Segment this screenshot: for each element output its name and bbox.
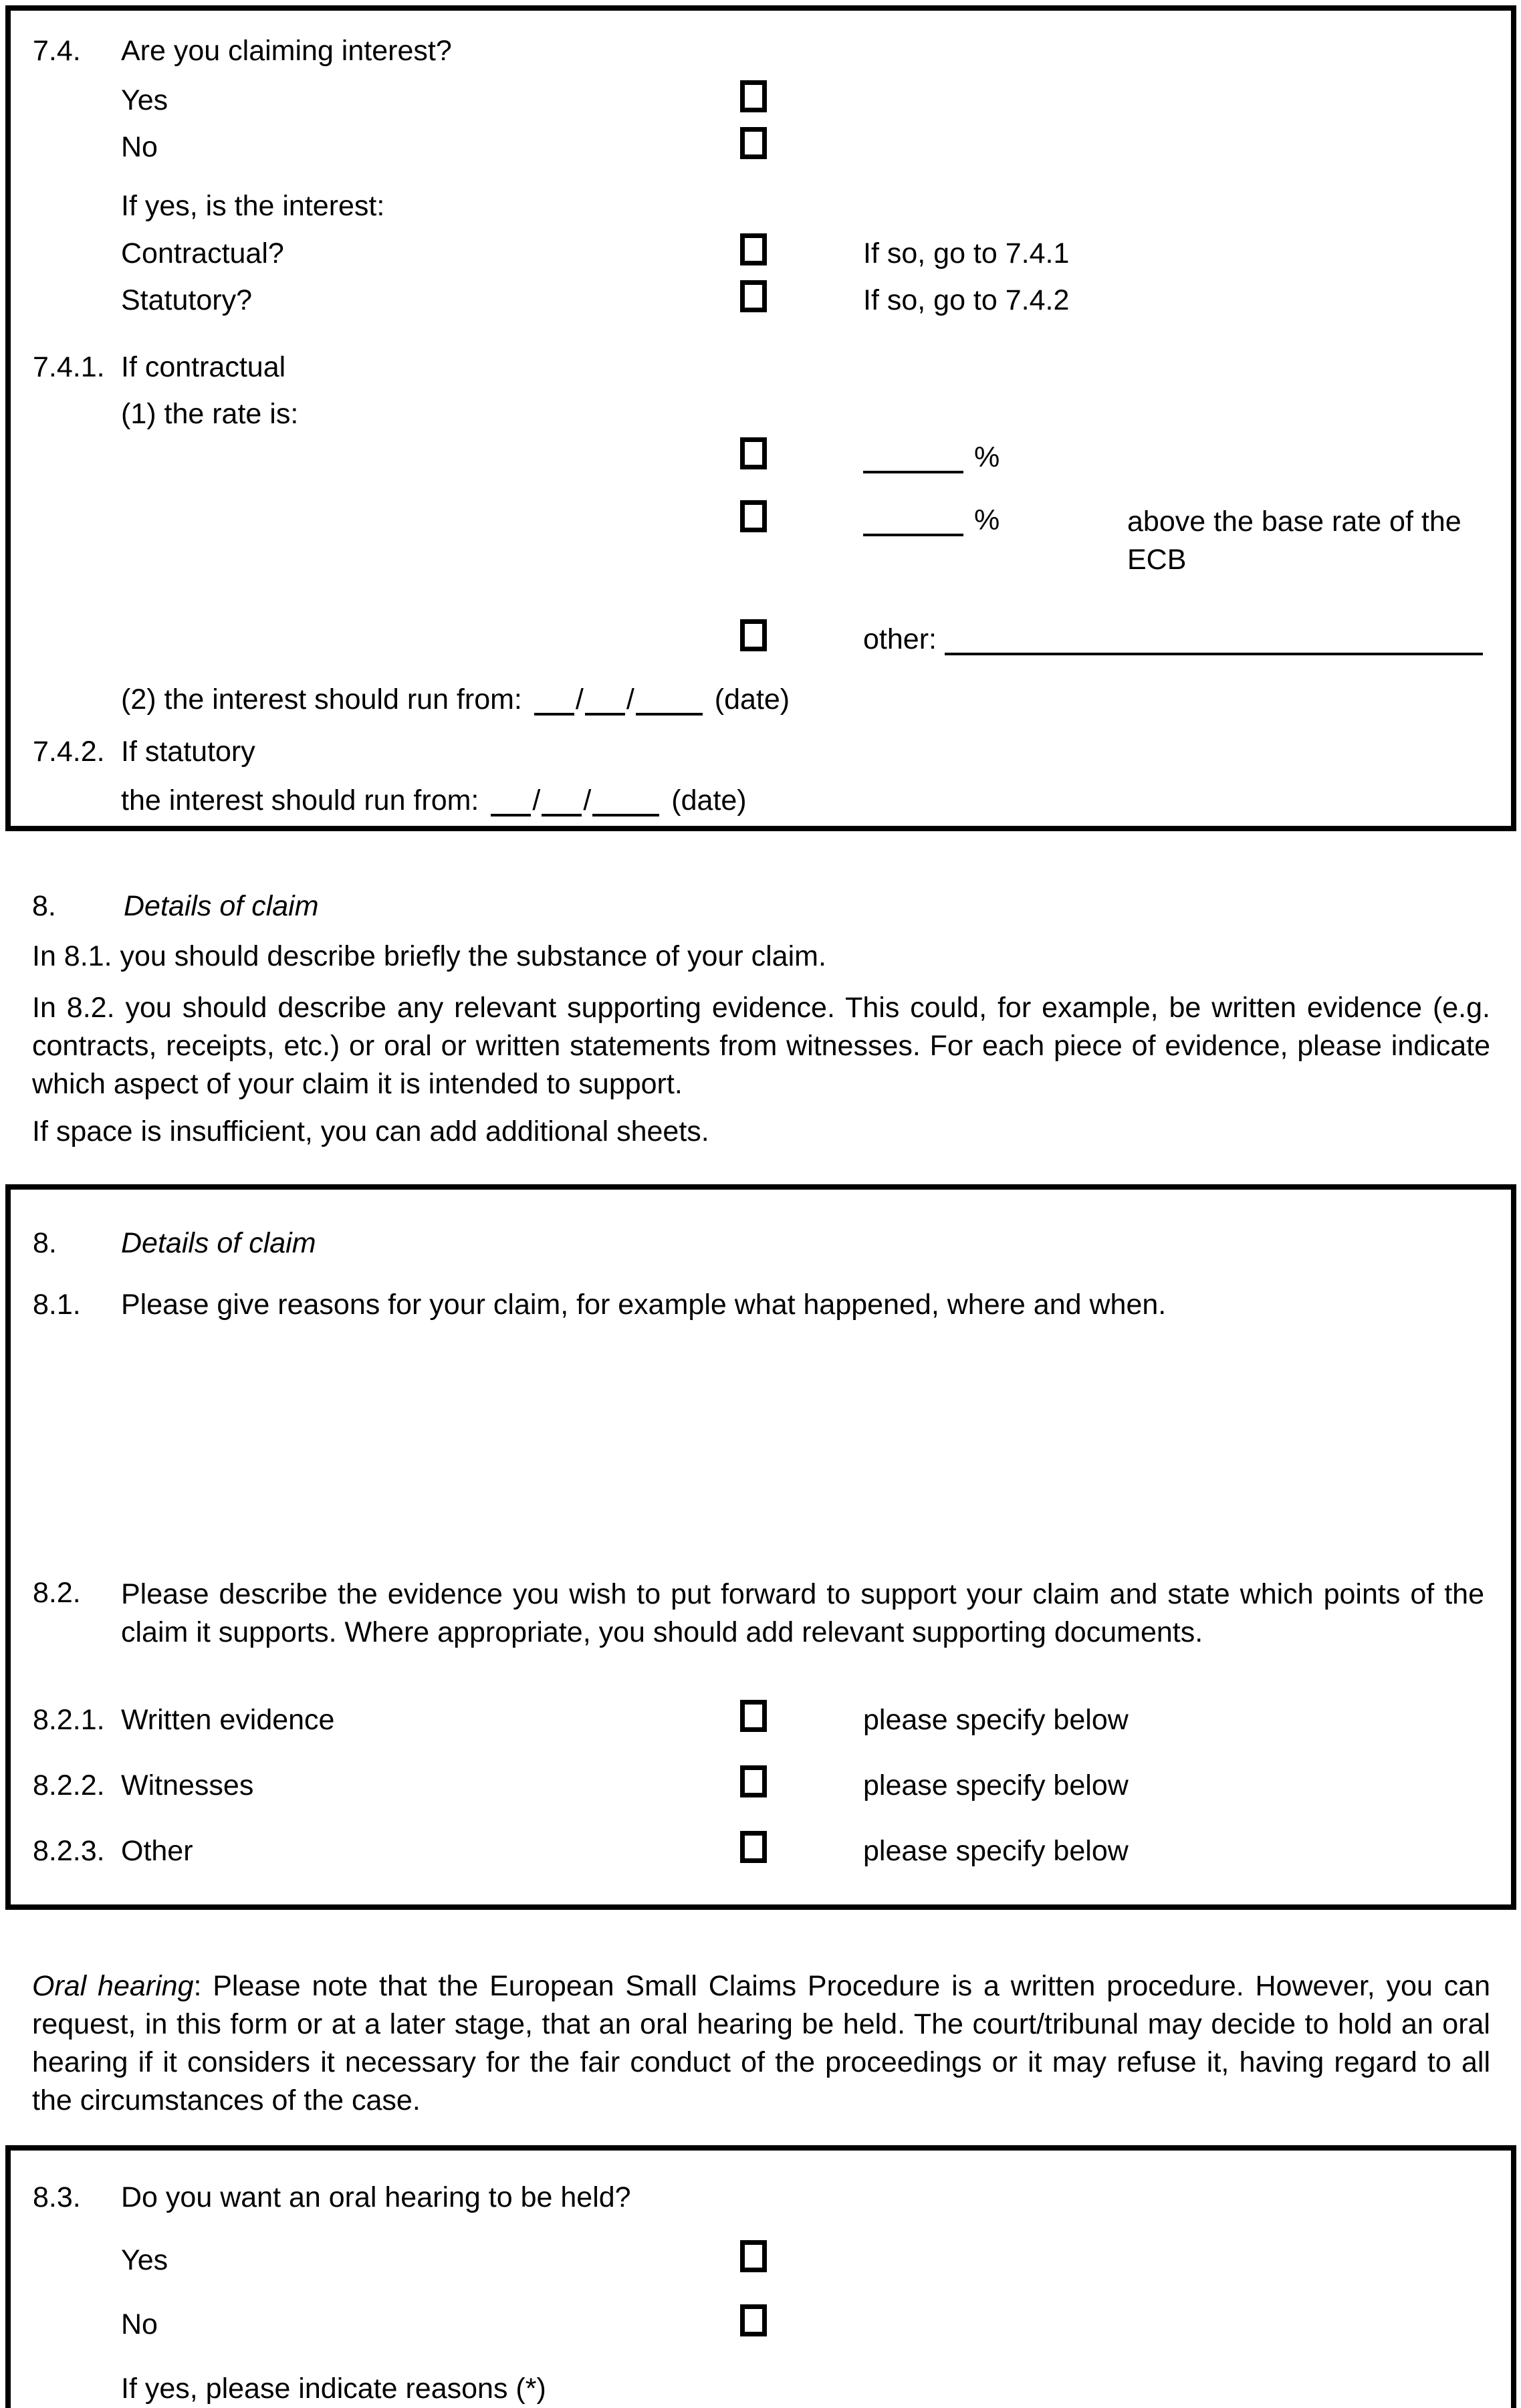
date-separator: / — [583, 784, 592, 816]
other-label: other: — [863, 623, 937, 655]
yes-label: Yes — [121, 84, 168, 117]
if-yes-label: If yes, is the interest: — [121, 190, 385, 223]
row-8-2 — [33, 1575, 1484, 1652]
row-8-2-3 — [33, 1834, 1484, 1875]
date-year-input[interactable] — [636, 713, 703, 716]
oral-hearing-question: Do you want an oral hearing to be held? — [121, 2181, 631, 2213]
item-number-7-4-1: 7.4.1. — [33, 350, 105, 383]
item-number-8-1: 8.1. — [33, 1289, 81, 1321]
witnesses-checkbox[interactable] — [740, 1765, 767, 1797]
checkbox-wrap — [740, 1831, 767, 1871]
checkbox-wrap — [740, 437, 767, 477]
row-interest-no — [33, 130, 1489, 171]
date-separator: / — [532, 784, 541, 816]
checkbox-wrap — [740, 127, 767, 167]
date-separator: / — [626, 683, 634, 716]
checkbox-wrap — [740, 619, 767, 659]
section-7-4-box — [5, 5, 1516, 831]
item-number-7-4: 7.4. — [33, 35, 81, 67]
oral-hearing-no-checkbox[interactable] — [740, 2304, 767, 2336]
section-8-box — [5, 1184, 1516, 1910]
statutory-checkbox[interactable] — [740, 280, 767, 312]
row-details-heading — [32, 889, 1490, 923]
date-day-input[interactable] — [534, 713, 574, 716]
written-evidence-checkbox[interactable] — [740, 1700, 767, 1732]
row-contractual-run-from — [33, 682, 1489, 717]
item-number-8-2: 8.2. — [33, 1576, 81, 1609]
row-if-yes — [33, 189, 1489, 223]
rate-other-field — [863, 622, 1483, 657]
row-contractual — [33, 236, 1489, 278]
checkbox-wrap — [740, 233, 767, 273]
oral-hearing-text: : Please note that the European Small Claims Procedure is a written procedure. However, you can request, in this form or at a later stage, that an oral hearing be held. The court/tribunal may decide to hold an oral hearing if it considers it necessary for the fair conduct of the proceedings or it may refuse it, having regard to all the circumstances of the case. — [32, 1969, 1490, 2116]
rate-above-base-checkbox[interactable] — [740, 500, 767, 532]
oral-hearing-yes-checkbox[interactable] — [740, 2240, 767, 2272]
item-number-8-2-2: 8.2.2. — [33, 1769, 105, 1801]
percent-sign: % — [974, 504, 1000, 536]
other-evidence-label: Other — [121, 1834, 193, 1867]
row-7-4 — [33, 33, 1489, 68]
run-from-label: the interest should run from: — [121, 784, 479, 816]
percent-sign: % — [974, 441, 1000, 473]
date-separator: / — [575, 683, 584, 716]
contractual-date-field — [534, 682, 703, 717]
item-number-8: 8. — [32, 890, 56, 923]
intro-paragraph-sheets: If space is insufficient, you can add additional sheets. — [32, 1115, 709, 1147]
row-statutory-run-from — [33, 783, 1489, 818]
row-details-title — [33, 1226, 1484, 1261]
date-day-input[interactable] — [491, 814, 531, 816]
witnesses-label: Witnesses — [121, 1769, 254, 1801]
row-oral-yes — [33, 2243, 1489, 2284]
row-8-1 — [33, 1287, 1484, 1322]
checkbox-wrap — [740, 280, 767, 320]
item-number-8: 8. — [33, 1226, 57, 1259]
contractual-goto-note: If so, go to 7.4.1 — [863, 237, 1070, 269]
indicate-reasons-label: If yes, please indicate reasons (*) — [121, 2372, 546, 2405]
specify-below-note: please specify below — [863, 1769, 1129, 1801]
statutory-date-field — [491, 783, 659, 818]
rate-percent-field — [863, 440, 1000, 475]
row-8-3 — [33, 2180, 1489, 2215]
item-number-8-2-3: 8.2.3. — [33, 1834, 105, 1867]
statutory-goto-note: If so, go to 7.4.2 — [863, 284, 1070, 316]
details-of-claim-title: Details of claim — [124, 890, 319, 923]
checkbox-wrap — [740, 500, 767, 540]
interest-yes-checkbox[interactable] — [740, 80, 767, 112]
details-of-claim-intro — [32, 889, 1490, 1150]
date-month-input[interactable] — [542, 814, 582, 816]
claiming-interest-question: Are you claiming interest? — [121, 35, 452, 67]
row-7-4-1 — [33, 350, 1489, 385]
rate-other-checkbox[interactable] — [740, 619, 767, 651]
above-base-rate-label: above the base rate of the ECB — [1127, 505, 1461, 576]
rate-percent-input[interactable] — [863, 471, 963, 473]
intro-paragraph-8-1: In 8.1. you should describe briefly the substance of your claim. — [32, 940, 826, 972]
written-evidence-label: Written evidence — [121, 1703, 335, 1736]
item-number-8-3: 8.3. — [33, 2181, 81, 2213]
rate-above-base-input[interactable] — [863, 534, 963, 536]
item-number-8-2-1: 8.2.1. — [33, 1703, 105, 1736]
row-8-2-2 — [33, 1768, 1484, 1810]
checkbox-wrap — [740, 2240, 767, 2280]
date-label: (date) — [671, 784, 747, 816]
rate-label: (1) the rate is: — [121, 398, 299, 431]
oral-hearing-lead: Oral hearing — [32, 1969, 194, 2002]
intro-paragraph-8-2: In 8.2. you should describe any relevant supporting evidence. This could, for example, be written evidence (e.g. contracts, receipts, etc.) or oral or written statements from witnesses. For each piece of evidence, please indicate which aspect of your claim it is intended to support. — [32, 991, 1490, 1100]
row-rate-label — [33, 397, 1489, 431]
checkbox-wrap — [740, 2304, 767, 2344]
row-rate-other — [33, 622, 1489, 669]
date-year-input[interactable] — [592, 814, 659, 816]
row-oral-reasons — [33, 2371, 1489, 2406]
run-from-label: (2) the interest should run from: — [121, 683, 522, 716]
statutory-label: Statutory? — [121, 284, 252, 316]
claim-reasons-writing-area[interactable] — [33, 1323, 1484, 1575]
no-label: No — [121, 131, 158, 164]
if-statutory-title: If statutory — [121, 736, 255, 768]
date-month-input[interactable] — [585, 713, 625, 716]
if-contractual-title: If contractual — [121, 350, 286, 383]
row-rate-percent — [33, 440, 1489, 481]
interest-no-checkbox[interactable] — [740, 127, 767, 159]
yes-label: Yes — [121, 2243, 168, 2276]
rate-percent-checkbox[interactable] — [740, 437, 767, 469]
specify-below-note: please specify below — [863, 1834, 1129, 1867]
rate-above-base-field — [863, 503, 1000, 538]
oral-hearing-note — [32, 1967, 1490, 2120]
row-interest-yes — [33, 83, 1489, 124]
question-8-1: Please give reasons for your claim, for example what happened, where and when. — [121, 1289, 1167, 1321]
row-8-2-1 — [33, 1703, 1484, 1744]
row-statutory — [33, 283, 1489, 324]
checkbox-wrap — [740, 80, 767, 120]
checkbox-wrap — [740, 1700, 767, 1740]
checkbox-wrap — [740, 1765, 767, 1805]
no-label: No — [121, 2308, 158, 2340]
row-oral-no — [33, 2307, 1489, 2348]
contractual-label: Contractual? — [121, 237, 284, 269]
specify-below-note: please specify below — [863, 1703, 1129, 1736]
row-7-4-2 — [33, 734, 1489, 769]
item-number-7-4-2: 7.4.2. — [33, 736, 105, 768]
contractual-checkbox[interactable] — [740, 233, 767, 265]
row-rate-above-base — [33, 503, 1489, 610]
details-of-claim-title: Details of claim — [121, 1226, 316, 1259]
rate-other-input[interactable] — [945, 653, 1483, 655]
date-label: (date) — [714, 683, 790, 716]
section-8-3-box — [5, 2145, 1516, 2408]
other-evidence-checkbox[interactable] — [740, 1831, 767, 1863]
question-8-2: Please describe the evidence you wish to put forward to support your claim and state which points of the claim it supports. Where appropriate, you should add relevant supporting documents. — [121, 1577, 1484, 1648]
